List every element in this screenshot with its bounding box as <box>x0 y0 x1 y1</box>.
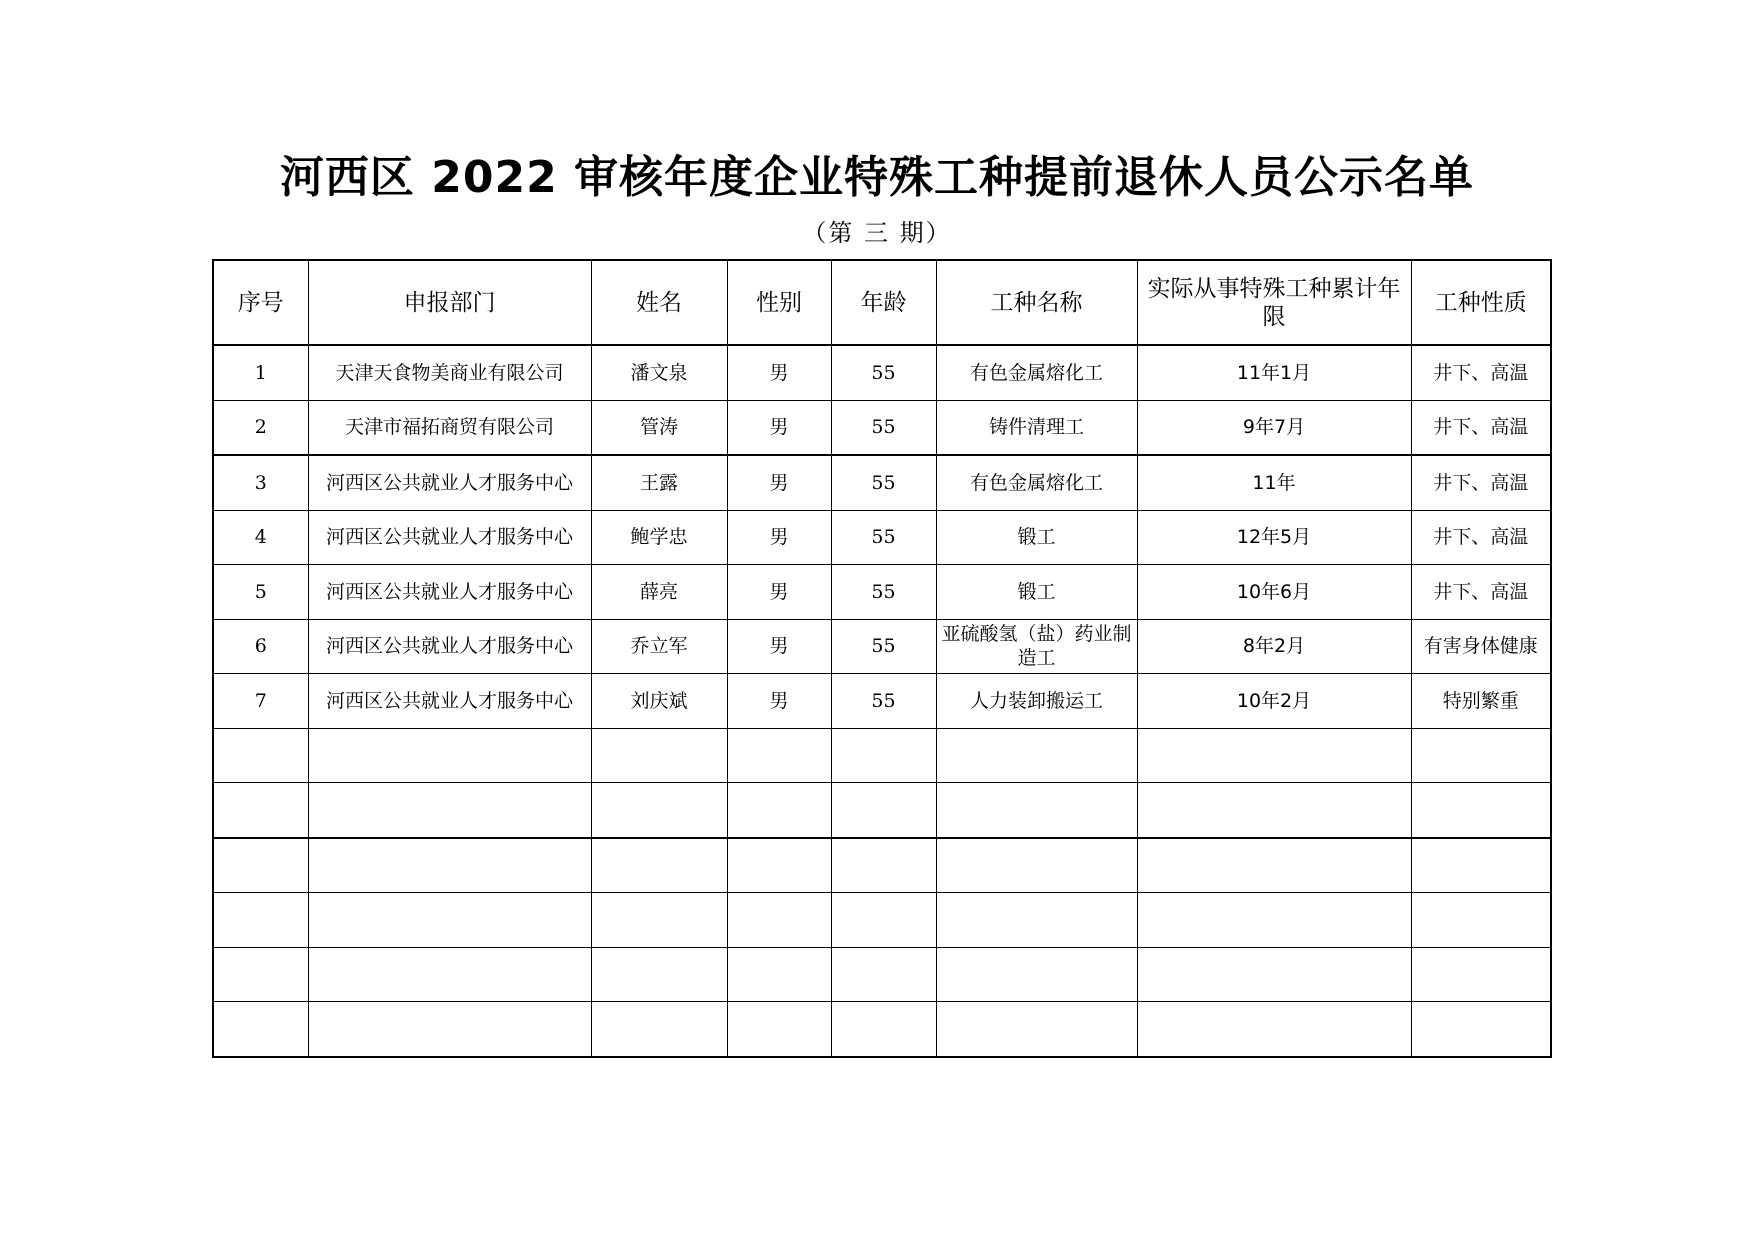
cell-gender <box>727 893 831 948</box>
table-row <box>213 947 1551 1002</box>
cell-seq <box>213 1002 308 1057</box>
cell-years: 11年 <box>1137 455 1411 510</box>
cell-seq <box>213 783 308 838</box>
table-row <box>213 838 1551 893</box>
header-seq: 序号 <box>213 260 308 345</box>
cell-gender: 男 <box>727 400 831 455</box>
cell-job-type <box>936 947 1137 1002</box>
cell-job-type: 锻工 <box>936 510 1137 565</box>
cell-job-type <box>936 783 1137 838</box>
cell-years: 8年2月 <box>1137 619 1411 674</box>
cell-job-nature: 井下、高温 <box>1411 510 1551 565</box>
cell-seq: 2 <box>213 400 308 455</box>
cell-job-nature: 有害身体健康 <box>1411 619 1551 674</box>
cell-department <box>308 947 591 1002</box>
cell-job-type <box>936 1002 1137 1057</box>
cell-age <box>831 728 936 783</box>
cell-job-type: 人力装卸搬运工 <box>936 674 1137 729</box>
cell-job-type <box>936 838 1137 893</box>
cell-job-type: 有色金属熔化工 <box>936 345 1137 400</box>
cell-job-nature: 井下、高温 <box>1411 565 1551 620</box>
cell-department <box>308 783 591 838</box>
cell-department: 河西区公共就业人才服务中心 <box>308 619 591 674</box>
cell-job-nature: 井下、高温 <box>1411 345 1551 400</box>
table-row <box>213 400 1551 455</box>
header-job-type: 工种名称 <box>936 260 1137 345</box>
cell-age: 55 <box>831 510 936 565</box>
cell-years: 12年5月 <box>1137 510 1411 565</box>
document-title: 河西区 2022 审核年度企业特殊工种提前退休人员公示名单 <box>279 152 1475 203</box>
cell-seq <box>213 838 308 893</box>
cell-name: 潘文泉 <box>591 345 727 400</box>
cell-job-type: 亚硫酸氢（盐）药业制造工 <box>936 619 1137 674</box>
cell-name <box>591 1002 727 1057</box>
table-row <box>213 728 1551 783</box>
cell-job-type <box>936 728 1137 783</box>
cell-seq <box>213 947 308 1002</box>
cell-years <box>1137 1002 1411 1057</box>
cell-years <box>1137 893 1411 948</box>
cell-seq: 6 <box>213 619 308 674</box>
cell-gender: 男 <box>727 455 831 510</box>
cell-name: 薛亮 <box>591 565 727 620</box>
cell-name <box>591 838 727 893</box>
cell-age: 55 <box>831 619 936 674</box>
cell-department <box>308 893 591 948</box>
cell-job-nature <box>1411 728 1551 783</box>
table-body <box>213 345 1551 1057</box>
header-years: 实际从事特殊工种累计年限 <box>1137 260 1411 345</box>
cell-name <box>591 728 727 783</box>
cell-years: 9年7月 <box>1137 400 1411 455</box>
cell-job-nature: 井下、高温 <box>1411 400 1551 455</box>
cell-gender: 男 <box>727 619 831 674</box>
cell-seq: 7 <box>213 674 308 729</box>
cell-job-type: 有色金属熔化工 <box>936 455 1137 510</box>
header-job-nature: 工种性质 <box>1411 260 1551 345</box>
cell-age: 55 <box>831 674 936 729</box>
cell-name: 刘庆斌 <box>591 674 727 729</box>
cell-seq <box>213 893 308 948</box>
header-gender: 性别 <box>727 260 831 345</box>
cell-job-type <box>936 893 1137 948</box>
cell-seq: 4 <box>213 510 308 565</box>
table-row <box>213 565 1551 620</box>
cell-age <box>831 783 936 838</box>
table-row <box>213 783 1551 838</box>
cell-department: 河西区公共就业人才服务中心 <box>308 674 591 729</box>
cell-department: 天津市福拓商贸有限公司 <box>308 400 591 455</box>
cell-name <box>591 783 727 838</box>
table-header-row <box>213 260 1551 345</box>
cell-seq <box>213 728 308 783</box>
cell-department <box>308 728 591 783</box>
table-row <box>213 510 1551 565</box>
cell-name <box>591 947 727 1002</box>
cell-gender <box>727 1002 831 1057</box>
cell-years: 10年6月 <box>1137 565 1411 620</box>
cell-department: 天津天食物美商业有限公司 <box>308 345 591 400</box>
cell-age: 55 <box>831 400 936 455</box>
cell-name: 管涛 <box>591 400 727 455</box>
cell-job-nature <box>1411 947 1551 1002</box>
cell-gender: 男 <box>727 565 831 620</box>
document-subtitle: （第 三 期） <box>802 219 952 247</box>
cell-gender <box>727 838 831 893</box>
cell-name: 王露 <box>591 455 727 510</box>
cell-age: 55 <box>831 455 936 510</box>
table-row <box>213 455 1551 510</box>
cell-gender <box>727 783 831 838</box>
cell-age <box>831 1002 936 1057</box>
header-age: 年龄 <box>831 260 936 345</box>
table-row <box>213 674 1551 729</box>
retiree-roster-table <box>212 259 1552 1058</box>
cell-age: 55 <box>831 345 936 400</box>
cell-job-nature: 井下、高温 <box>1411 455 1551 510</box>
cell-seq: 3 <box>213 455 308 510</box>
cell-age <box>831 947 936 1002</box>
cell-years: 11年1月 <box>1137 345 1411 400</box>
cell-seq: 1 <box>213 345 308 400</box>
cell-age: 55 <box>831 565 936 620</box>
cell-gender <box>727 728 831 783</box>
cell-years <box>1137 783 1411 838</box>
cell-years <box>1137 947 1411 1002</box>
header-name: 姓名 <box>591 260 727 345</box>
cell-gender: 男 <box>727 674 831 729</box>
cell-job-nature <box>1411 783 1551 838</box>
cell-department: 河西区公共就业人才服务中心 <box>308 565 591 620</box>
cell-job-nature: 特别繁重 <box>1411 674 1551 729</box>
cell-department: 河西区公共就业人才服务中心 <box>308 455 591 510</box>
cell-years <box>1137 728 1411 783</box>
cell-name: 乔立军 <box>591 619 727 674</box>
table-row <box>213 619 1551 674</box>
cell-years <box>1137 838 1411 893</box>
cell-gender <box>727 947 831 1002</box>
cell-age <box>831 838 936 893</box>
cell-name: 鲍学忠 <box>591 510 727 565</box>
table-row <box>213 345 1551 400</box>
cell-age <box>831 893 936 948</box>
cell-job-type: 锻工 <box>936 565 1137 620</box>
cell-job-nature <box>1411 893 1551 948</box>
cell-gender: 男 <box>727 345 831 400</box>
cell-years: 10年2月 <box>1137 674 1411 729</box>
cell-department: 河西区公共就业人才服务中心 <box>308 510 591 565</box>
cell-gender: 男 <box>727 510 831 565</box>
cell-department <box>308 1002 591 1057</box>
cell-seq: 5 <box>213 565 308 620</box>
cell-job-type: 铸件清理工 <box>936 400 1137 455</box>
table-row <box>213 893 1551 948</box>
cell-department <box>308 838 591 893</box>
table-row <box>213 1002 1551 1057</box>
cell-job-nature <box>1411 1002 1551 1057</box>
cell-name <box>591 893 727 948</box>
header-department: 申报部门 <box>308 260 591 345</box>
cell-job-nature <box>1411 838 1551 893</box>
